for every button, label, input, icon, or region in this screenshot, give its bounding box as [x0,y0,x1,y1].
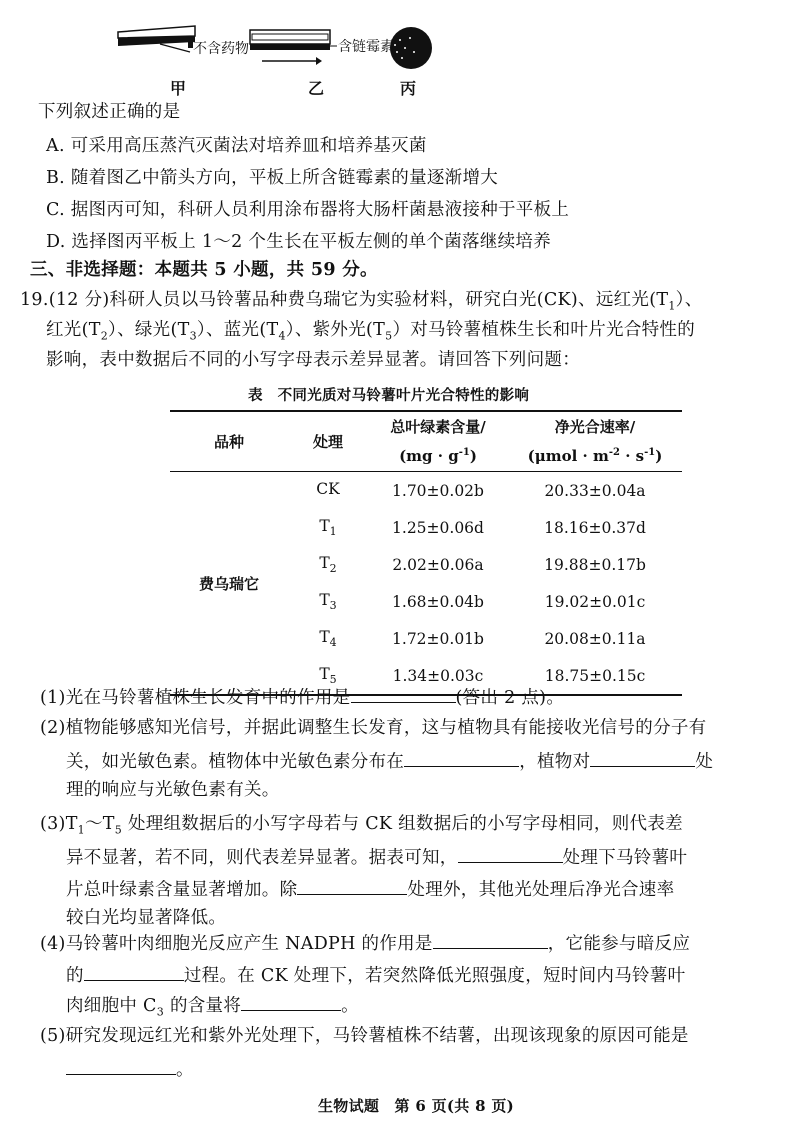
q19-intro-line2: 红光$(T_2)$、绿光$(T_3)$、蓝光$(T_4)$、紫外光$(T_5)$对马铃薯植株生长和叶片光合特性的 [46,320,696,343]
option-a: A. 可采用高压蒸汽灭菌法对培养皿和培养基灭菌 [46,136,427,156]
photosynthesis-cell: 18.16±0.37d [544,518,646,537]
option-c: C. 据图丙可知，科研人员利用涂布器将大肠杆菌悬液接种于平板上 [46,200,570,220]
treatment-cell: $T_5$ [319,664,337,687]
q19-intro-line3: 影响，表中数据后不同的小写字母表示差异显著。请回答下列问题： [46,350,580,370]
page-footer: 生物试题 第 6 页(共 8 页) [318,1097,515,1115]
answer-blank[interactable] [590,748,695,767]
q19-part3-line4: 较白光均显著降低。 [66,908,227,928]
q19-part3-line3: 片总叶绿素含量显著增加。除 处理外，其他光处理后净光合速率 [66,876,674,902]
plate-jia [118,26,195,52]
q19-part3-line2: 异不显著，若不同，则代表差异显著。据表可知， 处理下马铃薯叶 [66,844,687,870]
variety-cell: 费乌瑞它 [198,574,259,593]
photosynthesis-cell: 18.75±0.15c [544,666,646,685]
plate-yi [250,30,337,65]
q19-part4-line1: (4)马铃薯叶肉细胞光反应产生 NADPH 的作用是 ，它能参与暗反应 [40,930,690,956]
table-row [170,472,682,510]
header-photosynthesis: 净光合速率/ $(\mu mol \cdot m^{-2} \cdot s^{-1})$ [527,418,663,465]
q19-part5-line2: 。 [66,1056,194,1082]
answer-blank[interactable] [84,962,184,981]
chlorophyll-cell: 2.02±0.06a [392,555,484,574]
treatment-cell: $T_2$ [319,553,337,576]
chlorophyll-cell: 1.70±0.02b [392,481,484,500]
option-d: D. 选择图丙平板上 1～2 个生长在平板左侧的单个菌落继续培养 [46,232,552,252]
question-stem: 下列叙述正确的是 [38,102,181,122]
figure-label-bing: 丙 [400,79,417,98]
q19-intro-line1: 19.(12 分)科研人员以马铃薯品种费乌瑞它为实验材料，研究白光(CK)、远红光$(T_1)$、 [20,290,703,313]
chlorophyll-cell: 1.68±0.04b [392,592,484,611]
table-title: 表 不同光质对马铃薯叶片光合特性的影响 [248,387,530,404]
answer-blank[interactable] [404,748,519,767]
answer-blank[interactable] [241,992,341,1011]
q19-part4-line3: 肉细胞中 $C_3$ 的含量将 。 [66,992,359,1025]
chlorophyll-cell: 1.34±0.03c [392,666,484,685]
treatment-cell: $T_1$ [319,516,337,539]
table-header-row [170,411,682,472]
photosynthesis-cell: 19.02±0.01c [544,592,646,611]
chlorophyll-cell: 1.25±0.06d [392,518,484,537]
header-chlorophyll: 总叶绿素含量/ $(mg \cdot g^{-1})$ [390,418,486,465]
data-table [170,410,682,696]
option-b: B. 随着图乙中箭头方向，平板上所含链霉素的量逐渐增大 [46,168,499,188]
header-variety: 品种 [213,432,244,451]
treatment-cell: $T_4$ [319,627,337,650]
chlorophyll-cell: 1.72±0.01b [392,629,484,648]
q19-part4-line2: 的 过程。在 CK 处理下，若突然降低光照强度，短时间内马铃薯叶 [66,962,685,988]
photosynthesis-cell: 20.33±0.04a [544,481,646,500]
plate-bing [390,27,432,69]
q19-part2-line3: 理的响应与光敏色素有关。 [66,780,280,800]
photosynthesis-cell: 20.08±0.11a [544,629,646,648]
q19-part3-line1: $(3)T_1\sim T_5$ 处理组数据后的小写字母若与 CK 组数据后的小写字母相同，则代表差 [40,814,683,837]
answer-blank[interactable] [433,930,548,949]
q19-part5-line1: (5)研究发现远红光和紫外光处理下，马铃薯植株不结薯，出现该现象的原因可能是 [40,1026,689,1046]
label-streptomycin: 含链霉素 [338,39,394,55]
figure-label-jia: 甲 [170,79,187,98]
q19-part2-line2: 关，如光敏色素。植物体中光敏色素分布在 ，植物对 处 [66,748,713,774]
answer-blank[interactable] [66,1056,176,1075]
answer-blank[interactable] [458,844,563,863]
answer-blank[interactable] [297,876,407,895]
header-treatment: 处理 [312,432,343,451]
treatment-cell: $T_3$ [319,590,337,613]
section-heading: 三、非选择题：本题共 5 小题，共 59 分。 [30,260,378,280]
q19-part1: (1)光在马铃薯植株生长发育中的作用是 (答出 2 点)。 [40,684,564,710]
answer-blank[interactable] [351,684,456,703]
q19-part2-line1: (2)植物能够感知光信号，并据此调整生长发育，这与植物具有能接收光信号的分子有 [40,718,707,738]
label-no-drug: 不含药物 [193,41,249,57]
treatment-cell: CK [316,479,340,498]
figure-label-yi: 乙 [308,79,325,98]
photosynthesis-cell: 19.88±0.17b [544,555,646,574]
